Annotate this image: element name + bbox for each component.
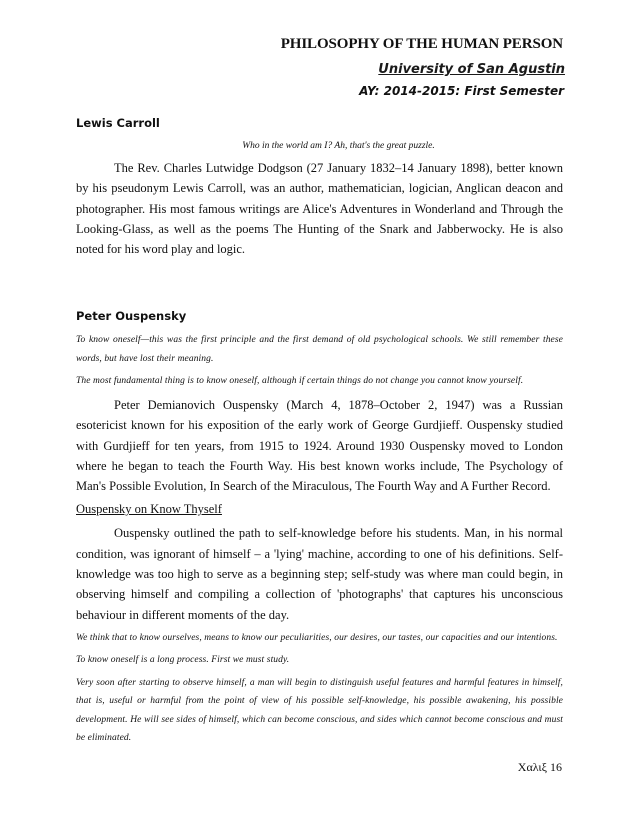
carroll-quote: Who in the world am I? Ah, that's the great puzzle. [242,141,435,151]
section-heading-ouspensky: Peter Ouspensky [76,309,187,324]
ouspensky-quote-3: We think that to know ourselves, means to know our peculiarities, our desires, our tastes, our capacities and our intentions. [76,632,558,643]
carroll-paragraph: The Rev. Charles Lutwidge Dodgson (27 January 1832–14 January 1898), better known by his pseudonym Lewis Carroll, was an author, mathematician, logician, Anglican deacon and photographer. His most famous writings are Alice's Adventures in Wonderland and Through the Looking-Glass, as well as the poems The Hunting of the Snark and Jabberwocky. He is also noted for his word play and logic. [76,161,563,257]
university-name: University of San Agustin [378,62,565,77]
ouspensky-paragraph: Peter Demianovich Ouspensky (March 4, 1878–October 2, 1947) was a Russian esotericist known for his exposition of the early work of George Gurdjieff. Ouspensky studied with Gurdjieff for ten years, from 1915 to 1924. Around 1930 Ouspensky moved to London where he began to teach the Fourth Way. His best known works include, The Psychology of Man's Possible Evolution, In Search of the Miraculous, The Fourth Way and A Further Record. [76,397,563,494]
ouspensky-quote-5: Very soon after starting to observe himself, a man will begin to distinguish useful features and harmful features in himself, that is, useful or harmful from the point of view of his possible self-knowledge, his possible awakening, his possible development. He will see sides of himself, which can become conscious, and sides which cannot become conscious and must be eliminated. [76,677,563,744]
page-footer: Χαλιξ 16 [517,760,562,774]
academic-year: AY: 2014-2015: First Semester [359,84,564,98]
course-title: PHILOSOPHY OF THE HUMAN PERSON [280,36,563,52]
ouspensky-subheading: Ouspensky on Know Thyself [76,502,222,517]
page-content [76,116,563,748]
section-heading-carroll: Lewis Carroll [76,116,160,130]
ouspensky-quote-2: The most fundamental thing is to know oneself, although if certain things do not change you cannot know yourself. [76,376,524,387]
ouspensky-quote-1: To know oneself—this was the first principle and the first demand of old psychological schools. We still remember these words, but have lost their meaning. [76,335,563,364]
ouspensky-paragraph-2: Ouspensky outlined the path to self-knowledge before his students. Man, in his normal condition, was ignorant of himself – a 'lying' machine, according to one of his definitions. Self-knowledge was too high to serve as a beginning step; self-study was where man could begin, in observing himself and compiling a collection of 'photographs' that captures his unconscious behaviour in different moments of the day. [76,526,563,622]
ouspensky-quote-4: To know oneself is a long process. First we must study. [76,655,290,666]
